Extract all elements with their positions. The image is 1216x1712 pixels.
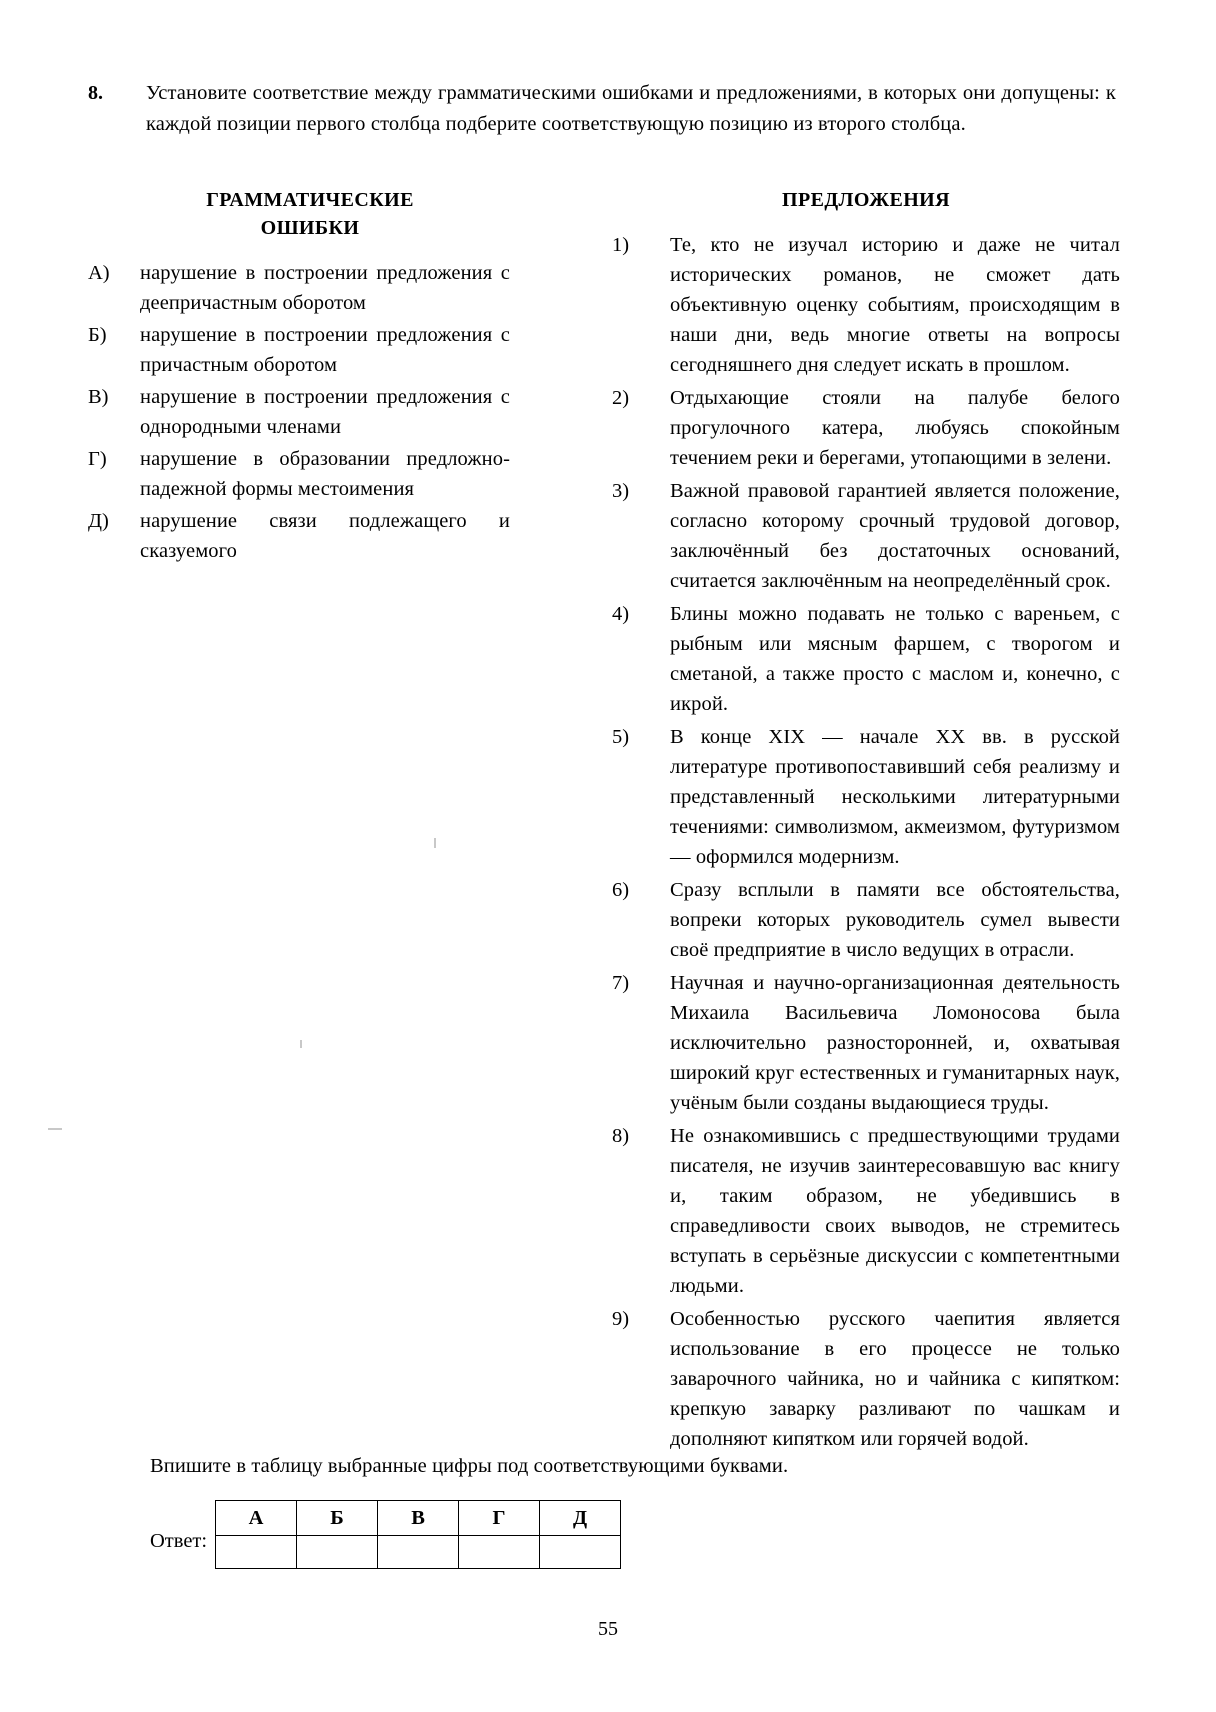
answer-header-cell: Д	[540, 1501, 621, 1536]
item-marker: 1)	[612, 234, 630, 256]
answer-label: Ответ:	[150, 1530, 208, 1552]
item-marker: Г)	[88, 448, 107, 470]
item-text: В конце XIX — начале XX вв. в русской литературе противопоставивший себя реализму и представленный несколькими литературными течениями: символизмом, акмеизмом, футуризмом — оформился модернизм.	[670, 726, 1120, 868]
scan-artifact	[300, 1040, 302, 1048]
list-item	[612, 476, 1120, 596]
answer-cell[interactable]	[297, 1536, 378, 1569]
scan-artifact	[434, 838, 436, 848]
item-marker: А)	[88, 262, 110, 284]
item-text: нарушение в образовании предложно-падежной формы местоимения	[140, 448, 510, 500]
list-item	[612, 383, 1120, 473]
item-text: Научная и научно-организационная деятельность Михаила Васильевича Ломоносова была исключительно разносторонней, и, охватывая широкий круг естественных и гуманитарных наук, учёным были созданы выдающиеся труды.	[670, 972, 1120, 1114]
item-marker: 3)	[612, 480, 630, 502]
sentences-column-title: ПРЕДЛОЖЕНИЯ	[782, 189, 950, 211]
list-item	[612, 1121, 1120, 1301]
answer-input-row[interactable]	[216, 1536, 621, 1569]
sentences-list	[612, 230, 1120, 1454]
errors-list	[88, 258, 528, 566]
answer-cell[interactable]	[540, 1536, 621, 1569]
item-marker: Д)	[88, 510, 109, 532]
item-marker: 2)	[612, 387, 630, 409]
errors-column-title	[100, 186, 520, 242]
list-item	[88, 320, 528, 380]
item-marker: Б)	[88, 324, 107, 346]
item-marker: 6)	[612, 879, 630, 901]
item-marker: 7)	[612, 972, 630, 994]
item-marker: 5)	[612, 726, 630, 748]
item-text: нарушение в построении предложения с причастным оборотом	[140, 324, 510, 376]
item-text: нарушение в построении предложения с однородными членами	[140, 386, 510, 438]
item-text: нарушение в построении предложения с деепричастным оборотом	[140, 262, 510, 314]
item-text: Не ознакомившись с предшествующими трудами писателя, не изучив заинтересовавшую вас книгу и, таким образом, не убедившись в справедливости своих выводов, не стремитесь вступать в серьёзные дискуссии с компетентными людьми.	[670, 1125, 1120, 1297]
item-marker: 4)	[612, 603, 630, 625]
answer-header-cell: А	[216, 1501, 297, 1536]
answer-header-cell: В	[378, 1501, 459, 1536]
answer-instruction: Впишите в таблицу выбранные цифры под соответствующими буквами.	[150, 1455, 789, 1477]
list-item	[612, 230, 1120, 380]
list-item	[612, 599, 1120, 719]
item-text: нарушение связи подлежащего и сказуемого	[140, 510, 510, 562]
answer-cell[interactable]	[216, 1536, 297, 1569]
answer-area	[150, 1500, 621, 1569]
task-number: 8.	[88, 82, 103, 104]
item-text: Отдыхающие стояли на палубе белого прогулочного катера, любуясь спокойным течением реки и берегами, утопающими в зелени.	[670, 387, 1120, 469]
answer-table	[215, 1500, 621, 1569]
answer-cell[interactable]	[459, 1536, 540, 1569]
errors-title-line-2: ОШИБКИ	[260, 217, 360, 239]
item-marker: 9)	[612, 1308, 630, 1330]
list-item	[88, 258, 528, 318]
answer-header-row	[216, 1501, 621, 1536]
item-text: Особенностью русского чаепития является использование в его процессе не только заварочного чайника, но и чайника с кипятком: крепкую заварку разливают по чашкам и дополняют кипятком или горячей водой.	[670, 1308, 1120, 1450]
errors-column	[88, 186, 528, 568]
list-item	[612, 875, 1120, 965]
task-header	[88, 78, 1118, 140]
item-marker: В)	[88, 386, 109, 408]
answer-cell[interactable]	[378, 1536, 459, 1569]
task-statement: Установите соответствие между грамматическими ошибками и предложениями, в которых они допущены: к каждой позиции первого столбца подберите соответствующую позицию из второго столбца.	[146, 82, 1116, 135]
item-marker: 8)	[612, 1125, 630, 1147]
item-text: Блины можно подавать не только с вареньем, с рыбным или мясным фаршем, с творогом и сметаной, а также просто с маслом и, конечно, с икрой.	[670, 603, 1120, 715]
list-item	[612, 1304, 1120, 1454]
item-text: Те, кто не изучал историю и даже не читал исторических романов, не сможет дать объективную оценку событиям, происходящим в наши дни, ведь многие ответы на вопросы сегодняшнего дня следует искать в прошлом.	[670, 234, 1120, 376]
scan-artifact	[48, 1128, 62, 1130]
sentences-column	[612, 186, 1120, 1457]
list-item	[612, 722, 1120, 872]
page-number: 55	[598, 1618, 618, 1640]
answer-header-cell: Б	[297, 1501, 378, 1536]
answer-header-cell: Г	[459, 1501, 540, 1536]
list-item	[88, 506, 528, 566]
list-item	[612, 968, 1120, 1118]
errors-title-line-1: ГРАММАТИЧЕСКИЕ	[206, 189, 414, 211]
item-text: Сразу всплыли в памяти все обстоятельства, вопреки которых руководитель сумел вывести своё предприятие в число ведущих в отрасли.	[670, 879, 1120, 961]
list-item	[88, 444, 528, 504]
item-text: Важной правовой гарантией является положение, согласно которому срочный трудовой договор, заключённый без достаточных оснований, считается заключённым на неопределённый срок.	[670, 480, 1120, 592]
list-item	[88, 382, 528, 442]
